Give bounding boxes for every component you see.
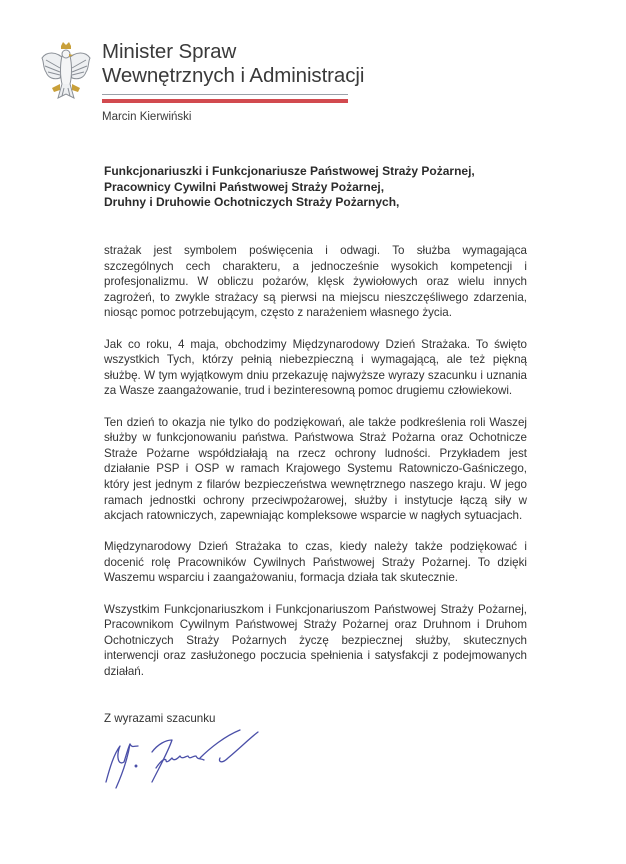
closing-phrase: Z wyrazami szacunku — [104, 712, 216, 725]
header-divider-red — [102, 99, 348, 103]
body-paragraph: Wszystkim Funkcjonariuszkom i Funkcjonariuszom Państwowej Straży Pożarnej, Pracownikom Cywilnym Państwowej Straży Pożarnej oraz Druhnom i Druhom Ochotniczych Straży Pożarnych życzę bezpiecznej służby, skutecznych interwencji oraz zasłużonego poczucia spełnienia i satysfakcji z podejmowanych działań. — [104, 602, 527, 679]
body-paragraph: strażak jest symbolem poświęcenia i odwagi. To służba wymagająca szczególnych cech charakteru, a jednocześnie wysokich kompetencji i profesjonalizmu. W obliczu pożarów, klęsk żywiołowych oraz wielu innych zagrożeń, to zwykle strażacy są pierwsi na miejscu nieszczęśliwego zdarzenia, niosąc pomoc potrzebującym, często z narażeniem własnego życia. — [104, 244, 527, 320]
signature-icon — [100, 722, 280, 792]
ministry-title — [102, 40, 364, 88]
salutation-line: Druhny i Druhowie Ochotniczych Straży Pożarnych, — [104, 195, 400, 209]
ministry-title-line2: Wewnętrznych i Administracji — [102, 64, 365, 87]
salutation-line: Pracownicy Cywilni Państwowej Straży Pożarnej, — [104, 179, 385, 194]
body-paragraph: Ten dzień to okazja nie tylko do podziękowań, ale także podkreślenia roli Waszej służby w funkcjonowaniu państwa. Państwowa Straż Pożarna oraz Ochotnicze Straże Pożarne współdziałają na rzecz ochrony ludności. Przykładem jest działanie PSP i OSP w ramach Krajowego Systemu Ratowniczo-Gaśniczego, który jest jednym z filarów bezpieczeństwa wewnętrznego naszego kraju. W jego ramach jednostki ochrony przeciwpożarowej, służby i instytucje łączą siły w akcjach ratowniczych, zapewniając kompleksowe wsparcie w nagłych sytuacjach. — [104, 415, 527, 523]
body-paragraph: Międzynarodowy Dzień Strażaka to czas, kiedy należy także podziękować i docenić rolę Pracowników Cywilnych Państwowej Straży Pożarnej. To dzięki Waszemu wsparciu i zaangażowaniu, formacja działa tak skutecznie. — [104, 540, 527, 585]
body-paragraph: Jak co roku, 4 maja, obchodzimy Międzynarodowy Dzień Strażaka. To święto wszystkich Tych, którzy pełnią niebezpieczną i wymagającą, ale też piękną służbę. W tym wyjątkowym dniu przekazuję najwyższe wyrazy szacunku i uznania za Wasze zaangażowanie, trud i bezinteresowną pomoc drugiemu człowiekowi. — [104, 337, 527, 398]
eagle-emblem-icon — [38, 38, 94, 108]
letter-body — [104, 243, 527, 695]
ministry-title-line1: Minister Spraw — [102, 40, 237, 63]
salutation-line: Funkcjonariuszki i Funkcjonariusze Państwowej Straży Pożarnej, — [104, 164, 475, 178]
header-divider-gray — [102, 94, 348, 95]
salutation — [104, 164, 475, 211]
minister-name: Marcin Kierwiński — [102, 111, 192, 123]
